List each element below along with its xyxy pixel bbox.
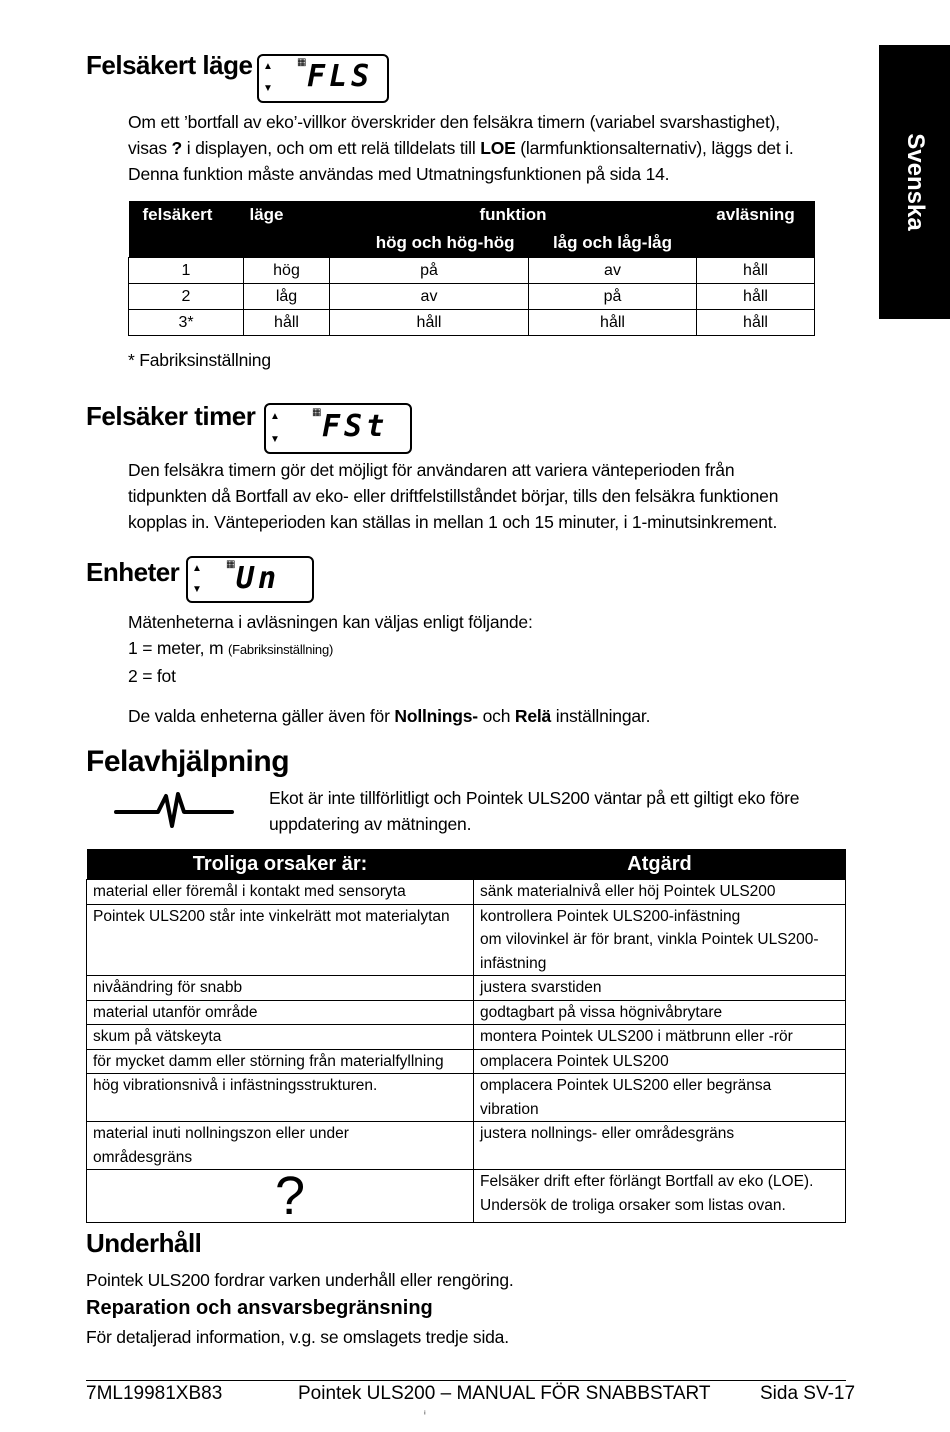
action-cell: Felsäker drift efter förlängt Bortfall av eko (LOE). Undersök de troliga orsaker som listas ovan. xyxy=(474,1170,846,1223)
table-row xyxy=(87,1122,846,1170)
para-line: Om ett ’bortfall av eko’-villkor överskrider den felsäkra timern (variabel svarshastighet), xyxy=(128,112,780,132)
header-reading: avläsning xyxy=(697,201,815,229)
header-function: funktion xyxy=(330,201,697,229)
echo-waveform-icon xyxy=(114,788,236,830)
para-line: De valda enheterna gäller även för Nollnings- och Relä inställningar. xyxy=(128,706,651,726)
action-cell: omplacera Pointek ULS200 eller begränsa vibration xyxy=(474,1074,846,1122)
header-action: Atgärd xyxy=(474,849,846,880)
footnote: * Fabriksinställning xyxy=(128,350,271,370)
troubleshooting-intro xyxy=(269,785,859,837)
question-mark-icon: ? xyxy=(274,1166,306,1226)
up-arrow-icon: ▲ xyxy=(270,411,280,422)
footer-doc-number: 7ML19981XB83 xyxy=(86,1383,223,1404)
up-arrow-icon: ▲ xyxy=(192,563,202,574)
subheader-high: hög och hög-hög xyxy=(330,229,529,258)
table-cell: 1 xyxy=(129,258,244,284)
lcd-segment-text: FLS xyxy=(307,59,374,94)
para-line: kopplas in. Vänteperioden kan ställas in mellan 1 och 15 minuter, i 1-minutsinkrement. xyxy=(128,512,778,532)
subheader-low: låg och låg-låg xyxy=(529,229,697,258)
cause-cell: material inuti nollningszon eller under områdesgräns xyxy=(87,1122,474,1170)
troubleshooting-table xyxy=(86,849,846,1226)
unit-option-1: 1 = meter, m xyxy=(128,638,224,658)
header-failsafe: felsäkert xyxy=(129,201,244,229)
table-cell: 2 xyxy=(129,284,244,310)
language-tab xyxy=(879,45,950,319)
footer-mark: ⁱ xyxy=(424,1410,426,1421)
para-line: visas ? i displayen, och om ett relä tilldelats till LOE (larmfunktionsalternativ), läggs det i. xyxy=(128,138,794,158)
lcd-grid-icon: ▦ xyxy=(226,559,235,570)
header-causes: Troliga orsaker är: xyxy=(87,849,474,880)
footer-page-number: Sida SV-17 xyxy=(760,1383,856,1404)
table-row xyxy=(129,310,815,336)
lcd-display-un xyxy=(186,556,314,603)
table-row xyxy=(87,1170,846,1223)
header-mode: läge xyxy=(244,201,330,229)
lcd-grid-icon: ▦ xyxy=(297,57,306,68)
table-header-row xyxy=(87,849,846,880)
failsafe-mode-paragraph xyxy=(128,109,848,187)
para-line: Denna funktion måste användas med Utmatningsfunktionen på sida 14. xyxy=(128,164,670,184)
table-row xyxy=(87,904,846,976)
footer-divider xyxy=(86,1380,846,1381)
failsafe-mode-table xyxy=(128,201,815,336)
up-arrow-icon: ▲ xyxy=(263,61,273,72)
action-cell: kontrollera Pointek ULS200-infästning om vilovinkel är för brant, vinkla Pointek ULS200- infästning xyxy=(474,904,846,976)
table-cell: håll xyxy=(529,310,697,336)
table-cell: håll xyxy=(697,310,815,336)
cause-cell: material utanför område xyxy=(87,1000,474,1025)
para-line: tidpunkten då Bortfall av eko- eller driftfelstillståndet börjar, tills den felsäkra funktionen xyxy=(128,486,779,506)
table-row xyxy=(87,1000,846,1025)
table-cell: av xyxy=(330,284,529,310)
question-symbol: ? xyxy=(171,138,183,158)
failsafe-timer-title: Felsäker timer xyxy=(86,401,256,431)
table-cell: håll xyxy=(697,258,815,284)
para-line: Den felsäkra timern gör det möjligt för användaren att variera vänteperioden från xyxy=(128,460,735,480)
cause-cell: nivåändring för snabb xyxy=(87,976,474,1001)
maintenance-title: Underhåll xyxy=(86,1228,202,1258)
action-cell: sänk materialnivå eller höj Pointek ULS200 xyxy=(474,880,846,905)
cause-cell: Pointek ULS200 står inte vinkelrätt mot materialytan xyxy=(87,904,474,976)
units-title: Enheter xyxy=(86,557,180,587)
table-cell: 3* xyxy=(129,310,244,336)
language-tab-label: Svenska xyxy=(901,133,929,231)
footer-title: Pointek ULS200 – MANUAL FÖR SNABBSTART xyxy=(298,1383,711,1404)
action-cell: justera nollnings- eller områdesgräns xyxy=(474,1122,846,1170)
zeroing-label: Nollnings- xyxy=(394,706,478,726)
cause-cell: hög vibrationsnivå i infästningsstrukturen. xyxy=(87,1074,474,1122)
loe-code: LOE xyxy=(480,138,516,158)
repair-text: För detaljerad information, v.g. se omslagets tredje sida. xyxy=(86,1327,509,1347)
down-arrow-icon: ▼ xyxy=(270,434,280,445)
failsafe-timer-paragraph xyxy=(128,457,868,535)
cause-cell: skum på vätskeyta xyxy=(87,1025,474,1050)
table-cell: av xyxy=(529,258,697,284)
action-cell: omplacera Pointek ULS200 xyxy=(474,1049,846,1074)
table-row xyxy=(87,1074,846,1122)
para-line: uppdatering av mätningen. xyxy=(269,814,472,834)
lcd-grid-icon: ▦ xyxy=(312,407,321,418)
table-row xyxy=(129,284,815,310)
table-row xyxy=(87,1049,846,1074)
action-cell: justera svarstiden xyxy=(474,976,846,1001)
table-row xyxy=(87,1025,846,1050)
lcd-display-fls xyxy=(257,54,389,103)
table-cell: håll xyxy=(330,310,529,336)
table-cell: hög xyxy=(244,258,330,284)
action-cell: montera Pointek ULS200 i mätbrunn eller -rör xyxy=(474,1025,846,1050)
lcd-segment-text: Un xyxy=(236,561,281,596)
repair-title: Reparation och ansvarsbegränsning xyxy=(86,1297,433,1319)
table-cell: på xyxy=(529,284,697,310)
table-cell: håll xyxy=(244,310,330,336)
failsafe-mode-title: Felsäkert läge xyxy=(86,50,253,80)
unit-option-2: 2 = fot xyxy=(128,666,176,686)
table-subheader-row xyxy=(129,229,815,258)
para-line: Mätenheterna i avläsningen kan väljas enligt följande: xyxy=(128,612,533,632)
table-row xyxy=(129,258,815,284)
question-cell xyxy=(87,1166,474,1226)
table-cell: håll xyxy=(697,284,815,310)
table-row xyxy=(87,976,846,1001)
down-arrow-icon: ▼ xyxy=(263,83,273,94)
troubleshooting-title: Felavhjälpning xyxy=(86,745,290,778)
factory-setting-note: (Fabriksinställning) xyxy=(228,642,334,657)
cause-cell: material eller föremål i kontakt med sensoryta xyxy=(87,880,474,905)
lcd-display-fst xyxy=(264,403,412,454)
relay-label: Relä xyxy=(514,706,552,726)
lcd-segment-text: FSt xyxy=(322,409,389,444)
para-line xyxy=(128,635,848,663)
action-cell: godtagbart på vissa högnivåbrytare xyxy=(474,1000,846,1025)
table-cell: på xyxy=(330,258,529,284)
cause-cell: för mycket damm eller störning från materialfyllning xyxy=(87,1049,474,1074)
table-header-row xyxy=(129,201,815,229)
maintenance-text: Pointek ULS200 fordrar varken underhåll eller rengöring. xyxy=(86,1270,514,1290)
para-line: Ekot är inte tillförlitligt och Pointek ULS200 väntar på ett giltigt eko före xyxy=(269,788,800,808)
down-arrow-icon: ▼ xyxy=(192,584,202,595)
table-row xyxy=(87,880,846,905)
table-cell: låg xyxy=(244,284,330,310)
units-paragraph xyxy=(128,609,848,729)
